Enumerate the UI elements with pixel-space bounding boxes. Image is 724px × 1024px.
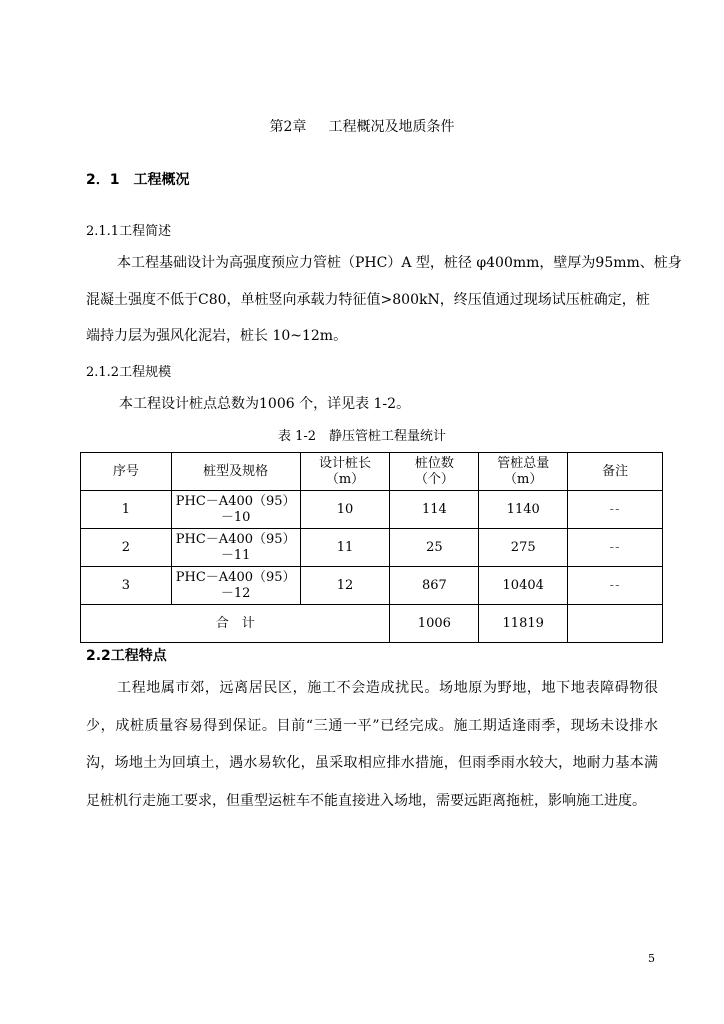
cell-count: 25 [390, 529, 479, 567]
total-sum: 11819 [479, 605, 568, 643]
cell-length: 11 [300, 529, 390, 567]
chapter-name: 工程概况及地质条件 [328, 119, 455, 135]
cell-length: 10 [300, 491, 390, 529]
cell-note: -- [568, 529, 663, 567]
paragraph-line: 本工程基础设计为高强度预应力管桩（PHC）A 型，桩径 φ400mm，壁厚为95mm、桩身 [117, 255, 682, 271]
cell-seq: 1 [81, 491, 172, 529]
cell-count: 114 [390, 491, 479, 529]
pile-quantity-table [80, 452, 663, 643]
header-count: 桩位数 （个） [390, 453, 479, 491]
subsection-heading-2-1-2: 2.1.2工程规模 [86, 365, 172, 380]
cell-total: 1140 [479, 491, 568, 529]
cell-count: 867 [390, 567, 479, 605]
table-header-row [81, 453, 663, 491]
cell-seq: 2 [81, 529, 172, 567]
table-total-row [81, 605, 663, 643]
header-note: 备注 [568, 453, 663, 491]
section-heading-2-2: 2.2工程特点 [86, 648, 167, 664]
cell-seq: 3 [81, 567, 172, 605]
paragraph-line: 本工程设计桩点总数为1006 个，详见表 1-2。 [119, 396, 411, 412]
cell-type: PHC－A400（95） －12 [171, 567, 300, 605]
paragraph-line: 混凝土强度不低于C80，单桩竖向承载力特征值>800kN，终压值通过现场试压桩确定，桩 [86, 292, 650, 308]
header-length: 设计桩长 （m） [300, 453, 390, 491]
cell-total: 275 [479, 529, 568, 567]
total-count: 1006 [390, 605, 479, 643]
header-seq: 序号 [81, 453, 172, 491]
chapter-number: 第2章 [269, 119, 307, 135]
cell-note: -- [568, 491, 663, 529]
paragraph-line: 端持力层为强风化泥岩，桩长 10~12m。 [86, 328, 348, 344]
chapter-title [0, 116, 724, 136]
cell-type: PHC－A400（95） －10 [171, 491, 300, 529]
page-number: 5 [648, 952, 655, 965]
total-label: 合 计 [81, 605, 390, 643]
table-row [81, 491, 663, 529]
cell-note: -- [568, 567, 663, 605]
cell-length: 12 [300, 567, 390, 605]
header-type: 桩型及规格 [171, 453, 300, 491]
section-2-2-body [86, 670, 658, 820]
total-note [568, 605, 663, 643]
subsection-heading-2-1-1: 2.1.1工程简述 [86, 224, 172, 239]
cell-type: PHC－A400（95） －11 [171, 529, 300, 567]
cell-total: 10404 [479, 567, 568, 605]
section-heading-2-1: 2．1 工程概况 [86, 172, 190, 188]
table-row [81, 567, 663, 605]
paragraph: 工程地属市郊，远离居民区，施工不会造成扰民。场地原为野地，地下地表障碍物很少，成桩质量容易得到保证。目前“三通一平”已经完成。施工期适逢雨季，现场未设排水沟，场地土为回填土，遇水易软化，虽采取相应排水措施，但雨季雨水较大，地耐力基本满足桩机行走施工要求，但重型运桩车不能直接进入场地，需要远距离拖桩，影响施工进度。 [86, 680, 658, 809]
header-total: 管桩总量 （m） [479, 453, 568, 491]
table-row [81, 529, 663, 567]
table-caption: 表 1-2 静压管桩工程量统计 [277, 429, 447, 444]
